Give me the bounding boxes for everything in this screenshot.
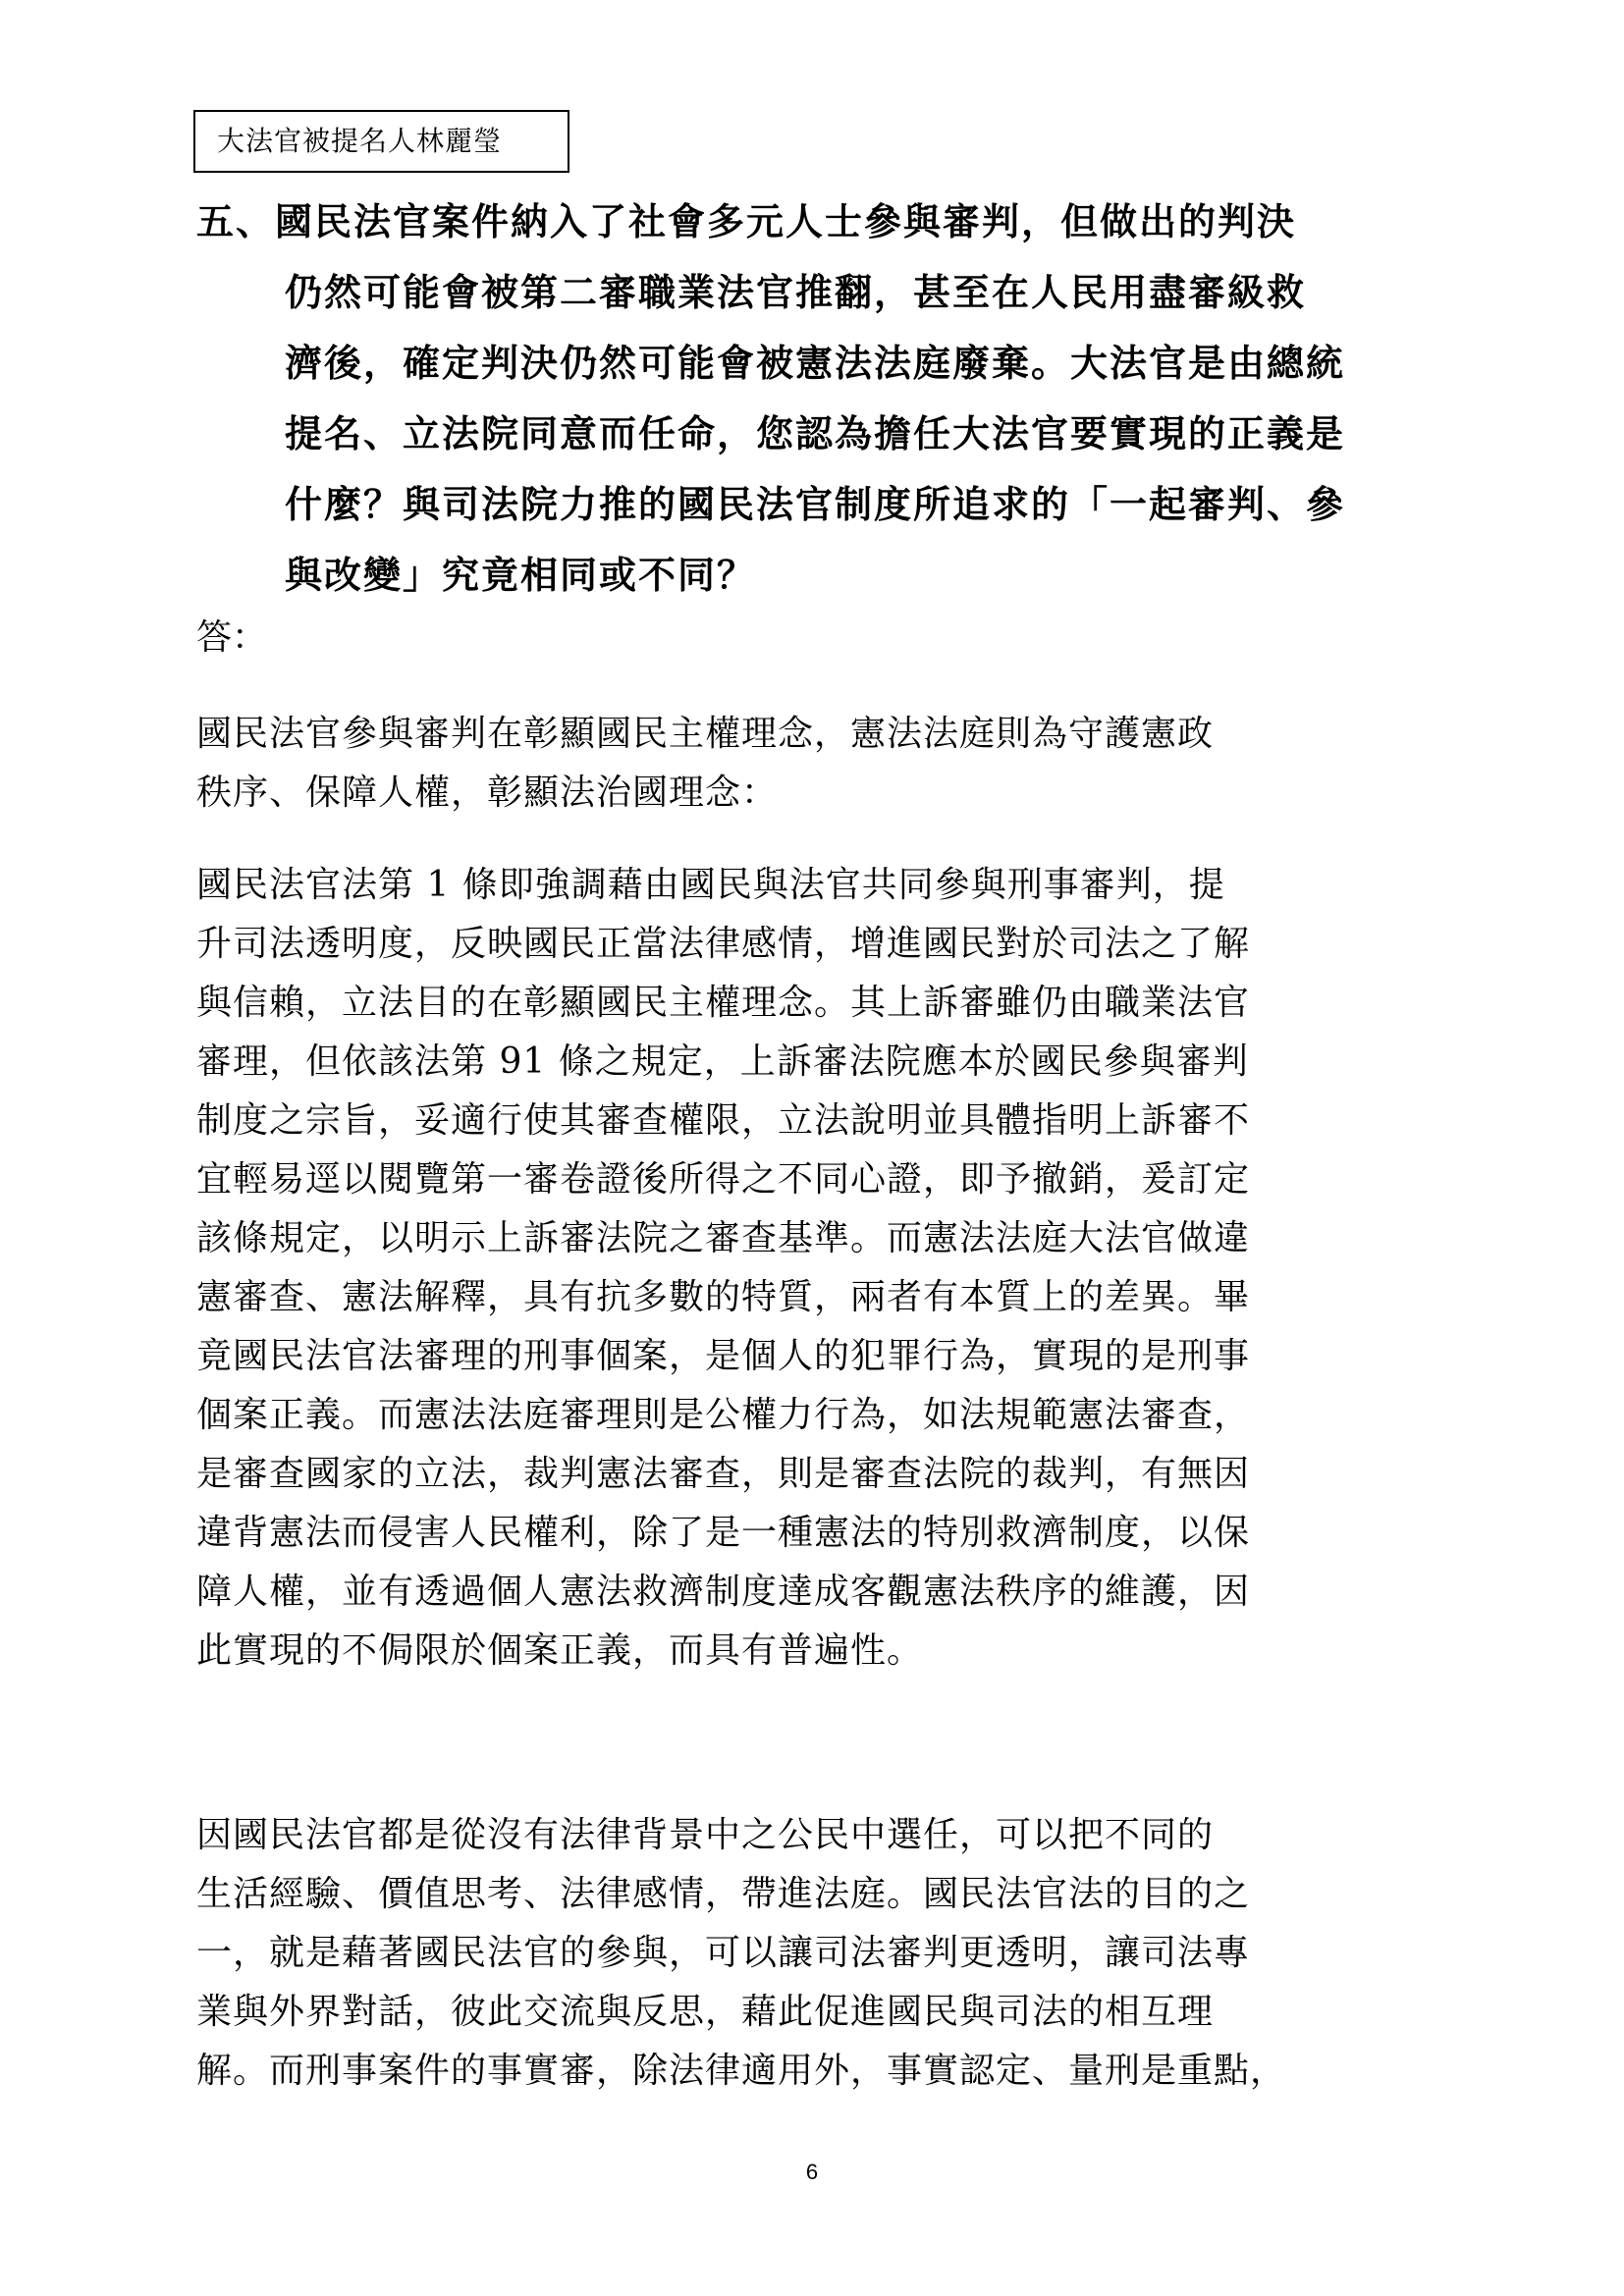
paragraph-line: 國民法官法第 1 條即強調藉由國民與法官共同參與刑事審判，提 xyxy=(196,865,1225,905)
paragraph-line: 秩序、保障人權，彰顯法治國理念： xyxy=(196,773,779,813)
answer-paragraph-3 xyxy=(196,1806,1448,2101)
paragraph-line: 制度之宗旨，妥適行使其審查權限，立法說明並具體指明上訴審不 xyxy=(196,1100,1251,1141)
question-line: 與改變」究竟相同或不同？ xyxy=(285,554,757,597)
paragraph-line: 因國民法官都是從沒有法律背景中之公民中選任，可以把不同的 xyxy=(196,1815,1215,1855)
paragraph-line: 是審查國家的立法，裁判憲法審查，則是審查法院的裁判，有無因 xyxy=(196,1454,1251,1494)
paragraph-line: 障人權，並有透過個人憲法救濟制度達成客觀憲法秩序的維護，因 xyxy=(196,1572,1251,1612)
question-block xyxy=(196,187,1453,611)
answer-label: 答： xyxy=(196,617,268,658)
paragraph-line: 國民法官參與審判在彰顯國民主權理念，憲法法庭則為守護憲政 xyxy=(196,714,1215,754)
paragraph-line: 竟國民法官法審理的刑事個案，是個人的犯罪行為，實現的是刑事 xyxy=(196,1336,1251,1376)
paragraph-line: 與信賴，立法目的在彰顯國民主權理念。其上訴審雖仍由職業法官 xyxy=(196,983,1251,1023)
paragraph-line: 宜輕易逕以閱覽第一審卷證後所得之不同心證，即予撤銷，爰訂定 xyxy=(196,1159,1251,1200)
paragraph-line: 生活經驗、價值思考、法律感情，帶進法庭。國民法官法的目的之 xyxy=(196,1874,1251,1914)
question-line: 什麼？與司法院力推的國民法官制度所追求的「一起審判、參 xyxy=(285,483,1346,526)
header-label-box xyxy=(193,110,569,173)
question-line: 仍然可能會被第二審職業法官推翻，甚至在人民用盡審級救 xyxy=(285,271,1307,314)
answer-paragraph-2 xyxy=(196,856,1448,1681)
question-line: 五、國民法官案件納入了社會多元人士參與審判，但做出的判決 xyxy=(196,200,1297,243)
paragraph-line: 升司法透明度，反映國民正當法律感情，增進國民對於司法之了解 xyxy=(196,924,1251,964)
paragraph-line: 憲審查、憲法解釋，具有抗多數的特質，兩者有本質上的差異。畢 xyxy=(196,1277,1251,1317)
question-line: 濟後，確定判決仍然可能會被憲法法庭廢棄。大法官是由總統 xyxy=(285,342,1346,385)
paragraph-line: 解。而刑事案件的事實審，除法律適用外，事實認定、量刑是重點， xyxy=(196,2051,1287,2091)
paragraph-line: 個案正義。而憲法法庭審理則是公權力行為，如法規範憲法審查， xyxy=(196,1395,1251,1435)
answer-paragraph-1 xyxy=(196,705,1448,823)
paragraph-line: 違背憲法而侵害人民權利，除了是一種憲法的特別救濟制度，以保 xyxy=(196,1513,1251,1553)
header-label: 大法官被提名人林麗瑩 xyxy=(217,125,503,157)
paragraph-line: 審理，但依該法第 91 條之規定，上訴審法院應本於國民參與審判 xyxy=(196,1041,1249,1082)
paragraph-line: 業與外界對話，彼此交流與反思，藉此促進國民與司法的相互理 xyxy=(196,1992,1215,2032)
paragraph-line: 此實現的不侷限於個案正義，而具有普遍性。 xyxy=(196,1630,924,1671)
page-number: 6 xyxy=(805,2160,819,2184)
paragraph-line: 一，就是藉著國民法官的參與，可以讓司法審判更透明，讓司法專 xyxy=(196,1933,1251,1973)
paragraph-line: 該條規定，以明示上訴審法院之審查基準。而憲法法庭大法官做違 xyxy=(196,1218,1251,1258)
question-line: 提名、立法院同意而任命，您認為擔任大法官要實現的正義是 xyxy=(285,412,1346,455)
